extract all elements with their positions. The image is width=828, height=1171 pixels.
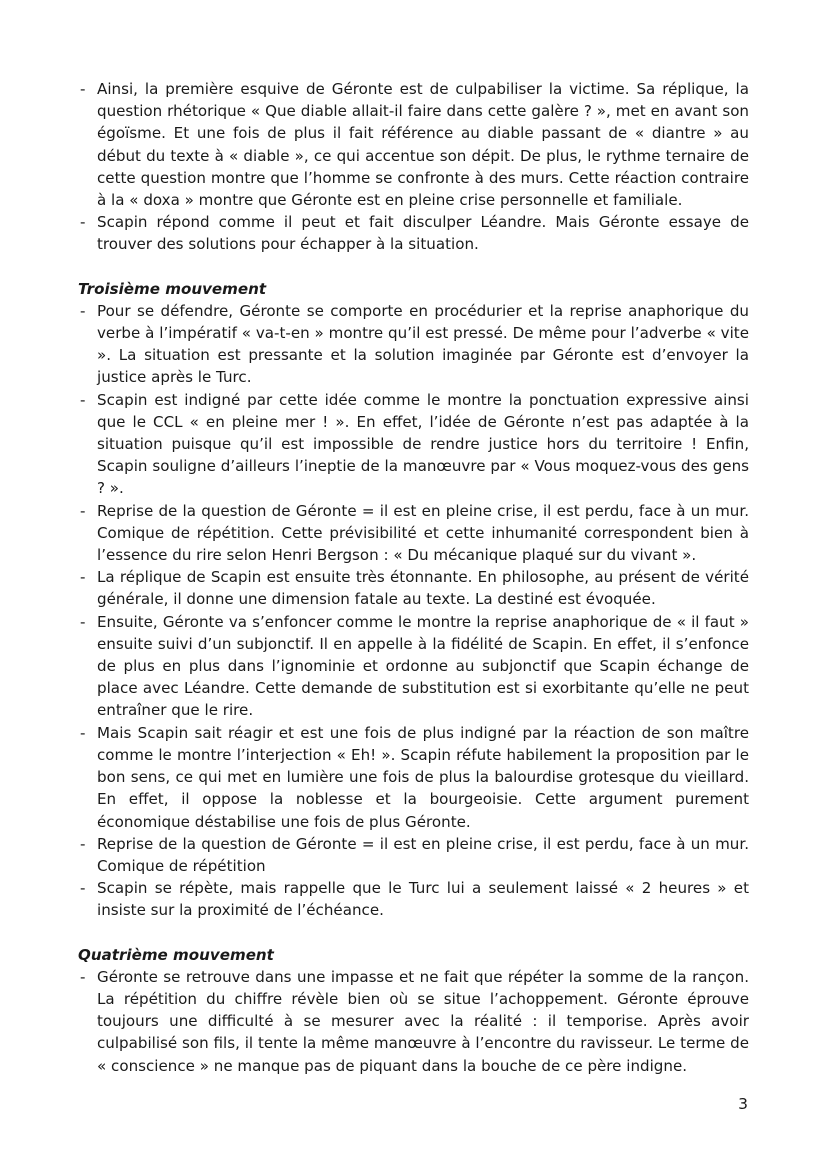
page-number: 3	[738, 1095, 748, 1113]
list-item: - Reprise de la question de Géronte = il est en pleine crise, il est perdu, face à un mur. Comique de répétition. Cette prévisibilité et cette inhumanité correspondent bien à l’essence du rire selon Henri Bergson : « Du mécanique plaqué sur du vivant ».	[78, 500, 749, 567]
list-item: - Ensuite, Géronte va s’enfoncer comme le montre la reprise anaphorique de « il faut » ensuite suivi d’un subjonctif. Il en appelle à la fidélité de Scapin. En effet, il s’enfonce de plus en plus dans l’ignominie et ordonne au subjonctif que Scapin échange de place avec Léandre. Cette demande de substitution est si exorbitante qu’elle ne peut entraîner que le rire.	[78, 611, 749, 722]
section-spacer	[78, 922, 749, 944]
list-item: - Scapin est indigné par cette idée comme le montre la ponctuation expressive ainsi que le CCL « en pleine mer ! ». En effet, l’idée de Géronte n’est pas adaptée à la situation puisque qu’il est impossible de rendre justice hors du territoire ! Enfin, Scapin souligne d’ailleurs l’ineptie de la manœuvre par « Vous moquez-vous des gens ? ».	[78, 389, 749, 500]
intro-bullet-list	[78, 78, 749, 256]
section-heading-troisieme: Troisième mouvement	[78, 279, 267, 298]
document-body	[78, 78, 749, 1077]
section3-bullet-list	[78, 300, 749, 922]
list-item: - La réplique de Scapin est ensuite très étonnante. En philosophe, au présent de vérité générale, il donne une dimension fatale au texte. La destiné est évoquée.	[78, 566, 749, 610]
section-spacer	[78, 256, 749, 278]
list-item: - Reprise de la question de Géronte = il est en pleine crise, il est perdu, face à un mur. Comique de répétition	[78, 833, 749, 877]
section4-bullet-list	[78, 966, 749, 1077]
list-item: - Géronte se retrouve dans une impasse et ne fait que répéter la somme de la rançon. La répétition du chiffre révèle bien où se situe l’achoppement. Géronte éprouve toujours une difficulté à se mesurer avec la réalité : il temporise. Après avoir culpabilisé son fils, il tente la même manœuvre à l’encontre du ravisseur. Le terme de « conscience » ne manque pas de piquant dans la bouche de ce père indigne.	[78, 966, 749, 1077]
list-item: - Ainsi, la première esquive de Géronte est de culpabiliser la victime. Sa réplique, la question rhétorique « Que diable allait-il faire dans cette galère ? », met en avant son égoïsme. Et une fois de plus il fait référence au diable passant de « diantre » au début du texte à « diable », ce qui accentue son dépit. De plus, le rythme ternaire de cette question montre que l’homme se confronte à des murs. Cette réaction contraire à la « doxa » montre que Géronte est en pleine crise personnelle et familiale.	[78, 78, 749, 211]
section-heading-quatrieme: Quatrième mouvement	[78, 945, 274, 964]
list-item: - Mais Scapin sait réagir et est une fois de plus indigné par la réaction de son maître comme le montre l’interjection « Eh! ». Scapin réfute habilement la proposition par le bon sens, ce qui met en lumière une fois de plus la balourdise grotesque du vieillard. En effet, il oppose la noblesse et la bourgeoisie. Cette argument purement économique déstabilise une fois de plus Géronte.	[78, 722, 749, 833]
list-item: - Scapin se répète, mais rappelle que le Turc lui a seulement laissé « 2 heures » et insiste sur la proximité de l’échéance.	[78, 877, 749, 921]
list-item: - Pour se défendre, Géronte se comporte en procédurier et la reprise anaphorique du verbe à l’impératif « va-t-en » montre qu’il est pressé. De même pour l’adverbe « vite ». La situation est pressante et la solution imaginée par Géronte est d’envoyer la justice après le Turc.	[78, 300, 749, 389]
list-item: - Scapin répond comme il peut et fait disculper Léandre. Mais Géronte essaye de trouver des solutions pour échapper à la situation.	[78, 211, 749, 255]
